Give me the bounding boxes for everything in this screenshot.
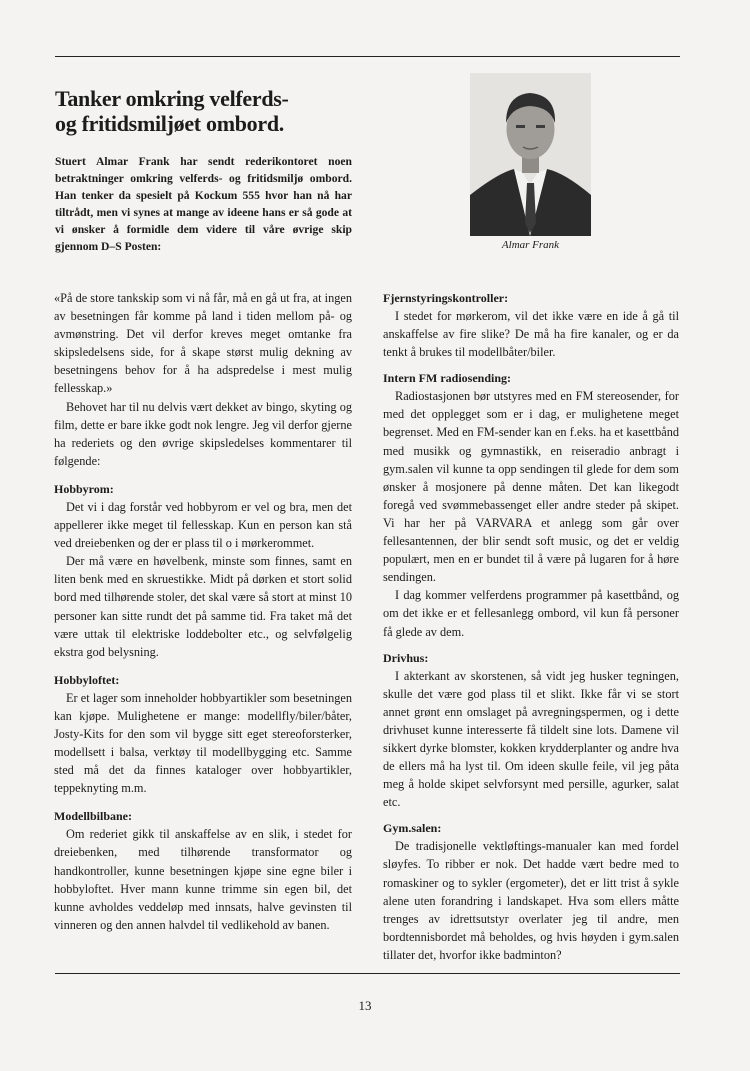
portrait-photo bbox=[470, 73, 591, 236]
article-intro: Stuert Almar Frank har sendt rederikontoret noen betraktninger omkring velferds- og fritidsmiljø ombord. Han tenker da spesielt på Kockum 555 hvor han nå har tiltrådt, men vi synes at mange av ideene hans er så gode at vi ønsker å formidle dem videre til våre øvrige skip gjennom D–S Posten: bbox=[55, 155, 352, 253]
paragraph: I dag kommer velferdens programmer på kasettbånd, og om det ikke er et fellesanlegg ombord, vil kun få personer få glede av dem. bbox=[383, 588, 679, 639]
title-line-1: Tanker omkring velferds- bbox=[55, 86, 289, 111]
heading-gym-salen: Gym.salen: bbox=[383, 821, 442, 836]
heading-modellbilbane: Modellbilbane: bbox=[54, 809, 133, 824]
paragraph: Radiostasjonen bør utstyres med en FM stereosender, for med det opplegget som er i dag, er mulighetene meget begrenset. Med en FM-sender kan en f.eks. ha et kasettbånd med musikk og gymnastikk, en reiseradio anbragt i gym.salen vil kunne ta opp sendingen til glede for dem som ønsker å mosjonere på denne måten. Det kan likegodt foregå ved svømmebassenget eller andre steder på skipet. Vi har her på VARVARA et anlegg som går over fellesantennen, der blir sendt soft music, og det er veldig populært, men en er bundet til å være på lugaren for å høre sendingen. bbox=[383, 389, 679, 585]
paragraph: I akterkant av skorstenen, så vidt jeg husker tegningen, skulle det være god plass til et slikt. Ikke får vi se stort annet grønt enn omslaget på avregningspermen, og i dette drivhuset kunne interesserte få tildelt sine lots. Damene vil sikkert dyrke blomster, kokken krydderplanter og andre hva de ellers må ha lyst til. Om ideen skulle feile, vil jeg påta meg å holde skipet selvforsynt med persille, agurker, salat etc. bbox=[383, 668, 679, 810]
right-column bbox=[383, 289, 679, 964]
paragraph: Om rederiet gikk til anskaffelse av en slik, i stedet for dreiebenken, med tilhørende transformator og handkontroller, kunne besetningen kjøpe sine egne biler i hobbyloftet. Hver mann kunne trimme sin egen bil, det kunne avholdes veddeløp med innsats, halve gevinsten til vinneren og den annen halvdel til vedlikehold av banen. bbox=[54, 827, 352, 932]
heading-intern-fm: Intern FM radiosending: bbox=[383, 371, 512, 386]
bottom-rule bbox=[55, 973, 680, 974]
title-line-2: og fritidsmiljøet ombord. bbox=[55, 111, 284, 136]
paragraph: Er et lager som inneholder hobbyartikler som besetningen kan kjøpe. Mulighetene er mange: modellfly/biler/båter, Josty-Kits for den som vil bygge sitt eget stereoforsterker, modellsett i balsa, verktøy til modellbygging etc. Samme sted må det da finnes kataloger over hobbyartikler, teppeknyting m.m. bbox=[54, 690, 352, 796]
page-number: 13 bbox=[358, 998, 372, 1013]
paragraph: De tradisjonelle vektløftings-manualer kan med fordel sløyfes. To ribber er nok. Det hadde vært bedre med to romaskiner og to sykler (ergometer), det er litt trist å sykle alene uten forandring i landskapet. Hva som ellers måtte trenges av idrettsutstyr overlater jeg til andre, men bordtennisbordet må beholdes, og hvis høyden i gym.salen tillater det, hvorfor ikke badminton? bbox=[383, 839, 679, 962]
heading-hobbyloftet: Hobbyloftet: bbox=[54, 672, 120, 687]
article-title bbox=[55, 86, 355, 136]
paragraph: «På de store tankskip som vi nå får, må en gå ut fra, at ingen av besetningen får komme på land i tiden mellom på- og avmønstring. Det vil derfor kreves meget omtanke fra skipsledelsens side, for å skape størst mulig dekning av besetningens behov for å ha adspredelse i mest mulig fellesskap.» bbox=[54, 291, 352, 396]
paragraph: Behovet har til nu delvis vært dekket av bingo, skyting og film, dette er bare ikke godt nok lengre. Jeg vil derfor gjerne ha rederiets og den øvrige skipsledelses kommentarer til følgende: bbox=[54, 399, 352, 468]
paragraph: Der må være en høvelbenk, minste som finnes, samt en liten benk med en skruestikke. Midt på dørken et stort solid bord med tilhørende stoler, det skal være så stort at minst 10 personer kan sitte rundt det på samme tid. Fra taket må det være uttak til elektriske loddebolter etc., og selvfølgelig ekstra god belysning. bbox=[54, 554, 352, 659]
left-column bbox=[54, 289, 352, 934]
paragraph: Det vi i dag forstår ved hobbyrom er vel og bra, men det appellerer ikke meget til fellesskap. Kun en person kan stå ved dreiebenken og der er plass til o i mørkerommet. bbox=[54, 499, 352, 551]
heading-drivhus: Drivhus: bbox=[383, 650, 429, 665]
paragraph: I stedet for mørkerom, vil det ikke være en ide å gå til anskaffelse av fire slike? De må ha fire kanaler, og er da tenkt å brukes til modellbåter/biler. bbox=[383, 309, 679, 360]
photo-caption: Almar Frank bbox=[501, 239, 560, 251]
heading-fjernstyring: Fjernstyringskontroller: bbox=[383, 291, 509, 305]
top-rule bbox=[55, 56, 680, 57]
author-portrait bbox=[470, 73, 591, 236]
heading-hobbyrom: Hobbyrom: bbox=[54, 481, 114, 496]
